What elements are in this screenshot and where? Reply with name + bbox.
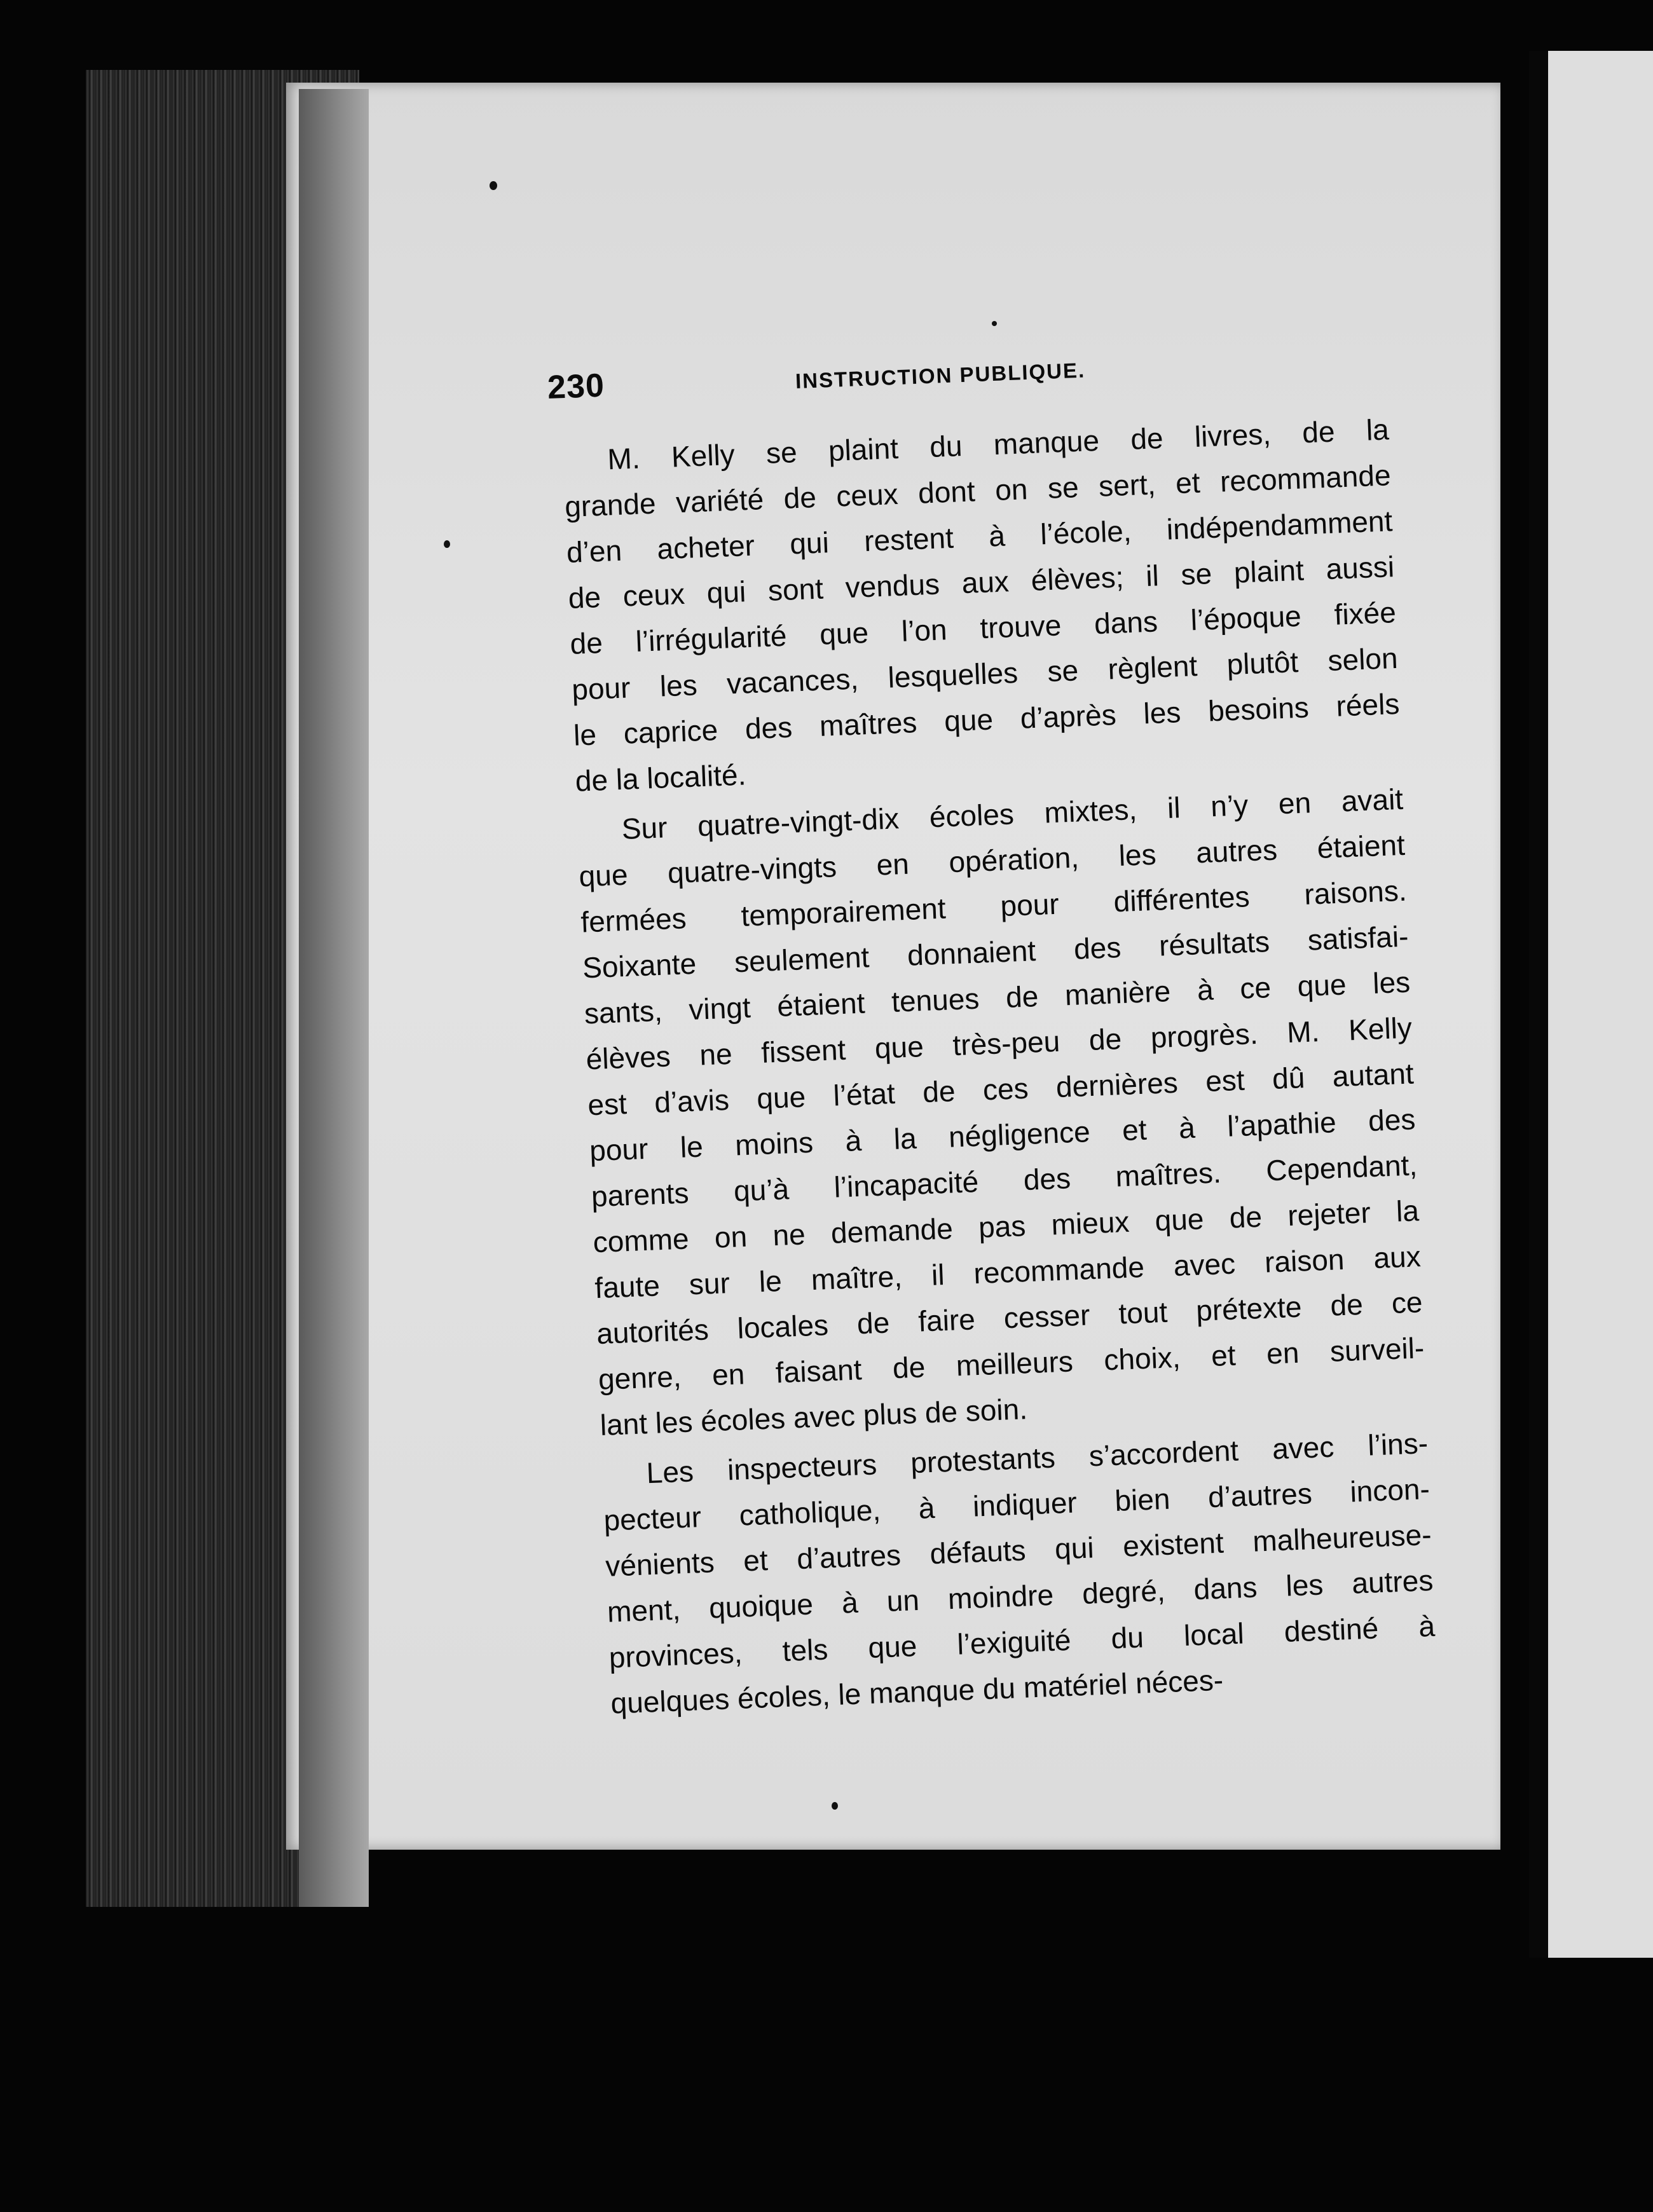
text-line: comme on ne demande pas mieux que de rejeter la: [592, 1194, 1420, 1259]
running-head-title: INSTRUCTION PUBLIQUE.: [795, 358, 1086, 393]
ink-speck: [490, 181, 497, 190]
text-line: parents qu’à l’incapacité des maîtres. Cependant,: [591, 1148, 1418, 1213]
text-line: pecteur catholique, à indiquer bien d’autres incon-: [603, 1472, 1430, 1537]
text-line: vénients et d’autres défauts qui existent malheureuse-: [605, 1517, 1432, 1583]
page-number: 230: [547, 367, 605, 406]
text-line: lant les écoles avec plus de soin.: [599, 1392, 1028, 1442]
text-line: Sur quatre-vingt-dix écoles mixtes, il n’y en avait: [621, 782, 1404, 845]
text-line: faute sur le maître, il recommande avec raison aux: [594, 1239, 1422, 1305]
text-line: élèves ne fissent que très-peu de progrès. M. Kelly: [585, 1011, 1413, 1076]
text-line: d’en acheter qui restent à l’école, indépendamment: [566, 504, 1394, 569]
text-line: Soixante seulement donnaient des résultats satisfai-: [582, 919, 1410, 985]
text-line: genre, en faisant de meilleurs choix, et en surveil-: [598, 1331, 1425, 1396]
paragraph: [562, 406, 1402, 803]
ink-speck: [992, 321, 997, 326]
text-line: fermées temporairement pour différentes raisons.: [580, 873, 1408, 939]
paragraph: [577, 776, 1427, 1448]
ink-speck: [832, 1802, 838, 1810]
body-text: [562, 406, 1437, 1726]
text-line: Les inspecteurs protestants s’accordent avec l’ins-: [645, 1426, 1429, 1490]
text-line: de l’irrégularité que l’on trouve dans l’époque fixée: [569, 596, 1397, 660]
text-line: de ceux qui sont vendus aux élèves; il se plaint aussi: [567, 550, 1395, 615]
text-line: sants, vingt étaient tenues de manière à ce que les: [583, 965, 1411, 1030]
text-line: autorités locales de faire cesser tout prétexte de ce: [596, 1285, 1423, 1351]
text-line: provinces, tels que l’exiguité du local destiné à: [608, 1609, 1436, 1674]
text-line: quelques écoles, le manque du matériel néces-: [610, 1663, 1224, 1720]
text-line: pour les vacances, lesquelles se règlent plutôt selon: [571, 641, 1399, 706]
page-gutter-shadow: [299, 89, 369, 1907]
text-line: M. Kelly se plaint du manque de livres, de la: [607, 413, 1390, 476]
text-line: de la localité.: [574, 758, 747, 798]
text-line: pour le moins à la négligence et à l’apathie des: [589, 1102, 1416, 1168]
text-line: que quatre-vingts en opération, les autres étaient: [578, 828, 1406, 893]
text-line: grande variété de ceux dont on se sert, et recommande: [564, 458, 1392, 524]
text-line: est d’avis que l’état de ces dernières est dû autant: [587, 1056, 1415, 1122]
paragraph: [601, 1420, 1437, 1726]
text-line: le caprice des maîtres que d’après les besoins réels: [573, 686, 1401, 752]
ink-speck: [444, 540, 450, 548]
facing-page-edge: [1529, 51, 1653, 1958]
text-line: ment, quoique à un moindre degré, dans les autres: [607, 1563, 1434, 1628]
